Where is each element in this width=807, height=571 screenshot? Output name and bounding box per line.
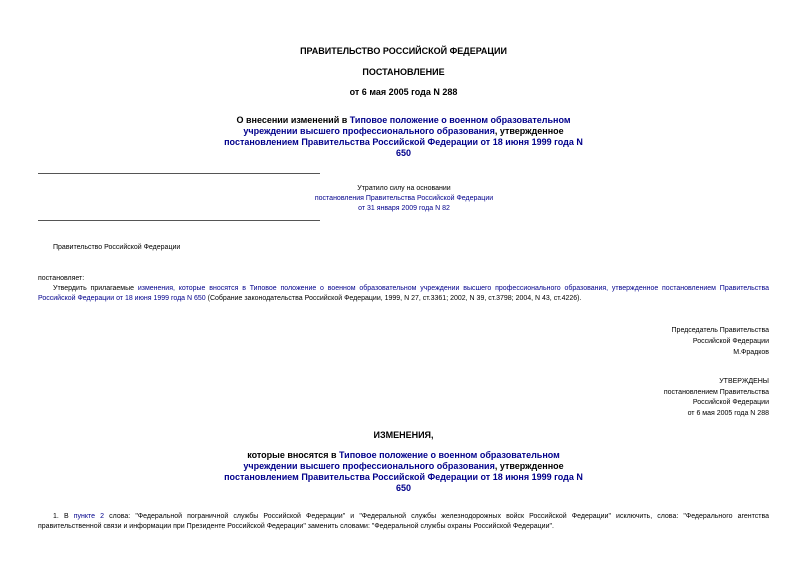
government-text: Правительство Российской Федерации	[53, 244, 181, 251]
approve-link-changes[interactable]: изменения, которые вносятся в Типовое положение о военном образовательном учреждении высшего профессионального образования, утвержденное постановлением Правительства Российской Федерации от 18 июня 1999 года N 650	[38, 285, 769, 302]
signature-country: Российской Федерации	[692, 338, 769, 345]
document-title	[222, 115, 585, 159]
decrees-text: постановляет:	[38, 275, 85, 282]
changes-subtitle	[222, 450, 585, 494]
changes-mid: , утвержденное	[494, 461, 564, 471]
title-link-typical-regulation[interactable]: Типовое положение о военном образовательном учреждении высшего профессионального образования	[243, 115, 571, 136]
approved-by: постановлением Правительства	[663, 388, 769, 396]
title-mid: , утвержденное	[494, 126, 564, 136]
invalid-notice-text: Утратило силу на основании	[357, 185, 451, 192]
document-date-number: от 6 мая 2005 года N 288	[349, 87, 458, 97]
document-type: ПОСТАНОВЛЕНИЕ	[362, 67, 445, 77]
item-1-text: слова: "Федеральной пограничной службы Российской Федерации" и "Федеральной службы железнодорожных войск Российской Федерации" исключить, слова: "Федерального агентства правительственной связи и информации при Президенте Российской Федерации" заменить словами: "Федеральной службы охраны Российской Федерации".	[38, 513, 770, 530]
divider-top	[38, 173, 320, 174]
approved-heading: УТВЕРЖДЕНЫ	[719, 378, 769, 385]
approved-block	[500, 377, 769, 419]
government-heading: ПРАВИТЕЛЬСТВО РОССИЙСКОЙ ФЕДЕРАЦИИ	[300, 46, 507, 56]
signature-position: Председатель Правительства	[671, 327, 769, 334]
item-1-prefix: 1. В	[53, 513, 74, 520]
divider-bottom	[38, 220, 320, 221]
invalid-notice	[246, 184, 562, 214]
item-1-paragraph	[38, 512, 769, 532]
changes-link-resolution[interactable]: постановлением Правительства Российской Федерации от 18 июня 1999 года N 650	[224, 472, 583, 493]
invalid-notice-link-line1[interactable]: постановления Правительства Российской Федерации	[314, 195, 494, 202]
changes-prefix: которые вносятся в	[247, 450, 340, 460]
approved-date: от 6 мая 2005 года N 288	[687, 409, 769, 417]
changes-link-typical-regulation[interactable]: Типовое положение о военном образовательном учреждении высшего профессионального образования	[243, 450, 560, 471]
title-link-resolution[interactable]: постановлением Правительства Российской Федерации от 18 июня 1999 года N 650	[224, 137, 583, 158]
signature-block	[500, 325, 769, 358]
approved-country: Российской Федерации	[692, 399, 769, 406]
item-1-link-clause[interactable]: пункте 2	[73, 513, 105, 520]
invalid-notice-link-line2[interactable]: от 31 января 2009 года N 82	[358, 205, 450, 212]
approve-suffix: (Собрание законодательства Российской Федерации, 1999, N 27, ст.3361; 2002, N 39, ст.3798; 2004, N 43, ст.4226).	[205, 295, 582, 302]
approve-prefix: Утвердить прилагаемые	[53, 285, 138, 292]
approve-paragraph	[38, 284, 769, 304]
signature-name: М.Фрадков	[733, 349, 769, 356]
title-prefix: О внесении изменений в	[236, 115, 350, 125]
changes-heading: ИЗМЕНЕНИЯ,	[373, 430, 434, 440]
